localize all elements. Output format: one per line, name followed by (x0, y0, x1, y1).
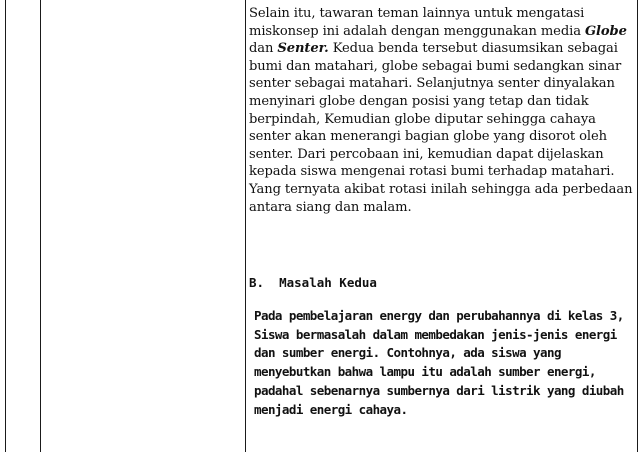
table-border-left (5, 0, 6, 452)
table-column-divider-2 (245, 0, 246, 452)
section-heading-masalah-kedua: B. Masalah Kedua (249, 275, 377, 290)
table-column-divider-1 (40, 0, 41, 452)
paragraph-text: Kedua benda tersebut diasumsikan sebagai bumi dan matahari, globe sebagai bumi sedangkan sinar senter sebagai matahari. Selanjutnya senter dinyalakan menyinari globe dengan posisi yang tetap dan tidak berpindah, Kemudian globe diputar sehingga cahaya senter akan menerangi bagian globe yang disorot oleh senter. Dari percobaan ini, kemudian dapat dijelaskan kepada siswa mengenai rotasi bumi terhadap matahari. Yang ternyata akibat rotasi inilah sehingga ada perbedaan antara siang dan malam. (249, 41, 633, 215)
emphasis-senter: Senter. (277, 41, 329, 57)
paragraph-masalah-kedua: Pada pembelajaran energy dan perubahannya di kelas 3, Siswa bermasalah dalam membedakan jenis-jenis energi dan sumber energi. Contohnya, ada siswa yang menyebutkan bahwa lampu itu adalah sumber energi, padahal sebenarnya sumbernya dari listrik yang diubah menjadi energi cahaya. (254, 308, 624, 417)
paragraph-text: dan (249, 41, 278, 57)
paragraph-text: Selain itu, tawaran teman lainnya untuk mengatasi miskonsep ini adalah dengan menggunakan media (249, 6, 585, 39)
table-border-right (637, 0, 638, 452)
emphasis-globe: Globe (584, 23, 627, 39)
paragraph-globe-senter (249, 5, 633, 216)
table-cell-content (249, 5, 633, 417)
